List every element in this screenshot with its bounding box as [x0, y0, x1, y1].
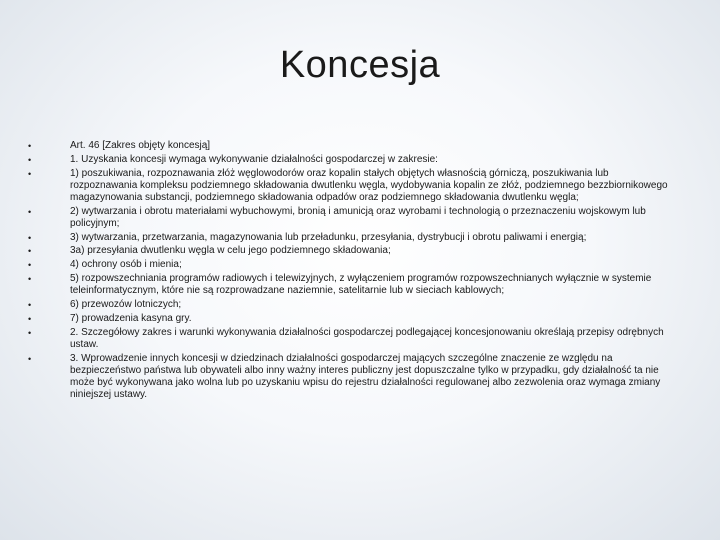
list-item-text: 4) ochrony osób i mienia;	[70, 259, 182, 271]
list-item	[28, 154, 668, 166]
bullet-icon: •	[28, 314, 32, 325]
list-item-text: 3) wytwarzania, przetwarzania, magazynowania lub przeładunku, przesyłania, dystrybucji i obrotu paliwami i energią;	[70, 231, 587, 243]
bullet-icon: •	[28, 206, 32, 217]
bullet-icon: •	[28, 274, 32, 285]
list-item	[28, 140, 668, 152]
list-item	[28, 353, 668, 401]
bullet-icon: •	[28, 246, 32, 257]
list-item-text: 1) poszukiwania, rozpoznawania złóż węglowodorów oraz kopalin stałych objętych własnością górniczą, poszukiwania lub rozpoznawania kompleksu podziemnego składowania dwutlenku węgla, wydobywania kopalin ze złóż, podziemnego bezzbiornikowego magazynowania substancji, podziemnego składowania odpadów oraz podziemnego składowania dwutlenku węgla;	[70, 167, 668, 203]
list-item	[28, 273, 668, 297]
list-item	[28, 245, 668, 257]
list-item-text: 7) prowadzenia kasyna gry.	[70, 313, 192, 325]
content-list	[28, 140, 668, 403]
bullet-icon: •	[28, 327, 32, 338]
list-item	[28, 232, 668, 244]
bullet-icon: •	[28, 168, 32, 179]
list-item	[28, 259, 668, 271]
list-item	[28, 168, 668, 204]
list-item-text: 2) wytwarzania i obrotu materiałami wybuchowymi, bronią i amunicją oraz wyrobami i technologią o przeznaczeniu wojskowym lub policyjnym;	[70, 205, 646, 229]
bullet-icon: •	[28, 232, 32, 243]
list-item-text: 6) przewozów lotniczych;	[70, 299, 182, 311]
bullet-icon: •	[28, 300, 32, 311]
bullet-icon: •	[28, 353, 32, 364]
list-item	[28, 299, 668, 311]
list-item-text: 3a) przesyłania dwutlenku węgla w celu jego podziemnego składowania;	[70, 245, 391, 257]
bullet-icon: •	[28, 141, 32, 151]
list-item-text: 2. Szczegółowy zakres i warunki wykonywania działalności gospodarczej podlegającej koncesjonowaniu określają przepisy odrębnych ustaw.	[70, 326, 664, 350]
list-item	[28, 206, 668, 230]
list-item	[28, 313, 668, 325]
list-item-text: 5) rozpowszechniania programów radiowych i telewizyjnych, z wyłączeniem programów rozpowszechnianych wyłącznie w systemie teleinformatycznym, które nie są rozprowadzane naziemnie, satelitarnie lub w sieciach kablowych;	[70, 273, 652, 297]
list-item-text: 1. Uzyskania koncesji wymaga wykonywanie działalności gospodarczej w zakresie:	[70, 153, 438, 165]
bullet-icon: •	[28, 154, 32, 165]
list-item-text: 3. Wprowadzenie innych koncesji w dziedzinach działalności gospodarczej mających szczególne znaczenie ze względu na bezpieczeństwo państwa lub obywateli albo inny ważny interes publiczny jest dopuszczalne tylko w przypadku, gdy działalność ta nie może być wykonywana jako wolna lub po uzyskaniu wpisu do rejestru działalności regulowanej albo zezwolenia oraz wymaga zmiany niniejszej ustawy.	[70, 352, 661, 400]
slide-title: Koncesja	[279, 44, 441, 86]
list-item	[28, 327, 668, 351]
list-item-text: Art. 46 [Zakres objęty koncesją]	[70, 140, 211, 151]
bullet-icon: •	[28, 260, 32, 271]
